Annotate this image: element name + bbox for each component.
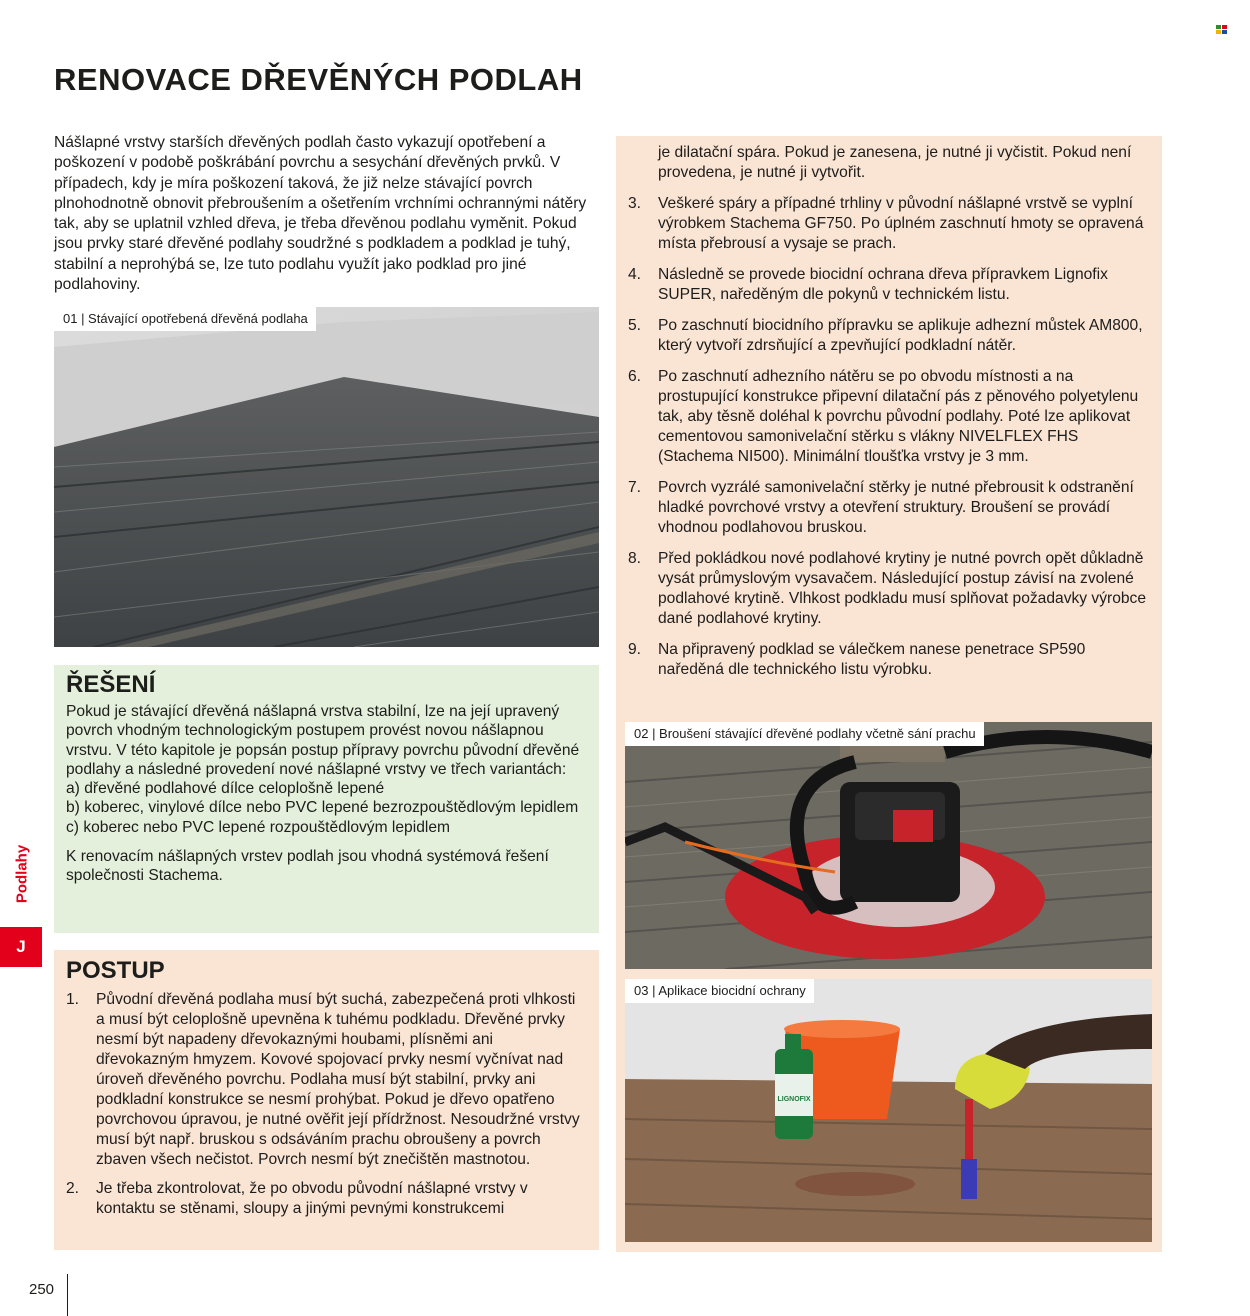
photo-caption-01: 01 | Stávající opotřebená dřevěná podlaha <box>54 307 316 331</box>
page-title: RENOVACE DŘEVĚNÝCH PODLAH <box>54 62 583 97</box>
procedure-step-continuation: je dilatační spára. Pokud je zanesena, je nutné ji vyčistit. Pokud není provedena, je nutné ji vytvořit. <box>658 144 1132 181</box>
solution-heading: ŘEŠENÍ <box>66 671 156 698</box>
worn-floor-image <box>54 307 599 647</box>
procedure-heading: POSTUP <box>66 957 165 984</box>
photo-caption-02: 02 | Broušení stávající dřevěné podlahy včetně sání prachu <box>625 722 984 746</box>
procedure-step: 9. Na připravený podklad se válečkem nanese penetrace SP590 naředěná dle technického listu výrobku. <box>628 641 1086 678</box>
procedure-step: 4. Následně se provede biocidní ochrana dřeva přípravkem Lignofix SUPER, naředěným dle pokynů v technickém listu. <box>628 266 1108 303</box>
solution-text: Pokud je stávající dřevěná nášlapná vrstva stabilní, lze na její upravený povrch vhodným technologickým postupem provést novou nášlapnou vrstvu. V této kapitole je popsán postup přípravy povrchu původní dřevěné podlahy a následné provedení nové nášlapné vrstvy ve třech variantách: <box>66 703 580 778</box>
photo-caption-03: 03 | Aplikace biocidní ochrany <box>625 979 814 1003</box>
intro-paragraph: Nášlapné vrstvy starších dřevěných podlah často vykazují opotřebení a poškození v podobě poškrábání povrchu a sesychání dřevěných prvků. V případech, kdy je míra poškození taková, že již nelze stávající povrch plnohodnotně obnovit přebroušením a ošetřením vrchními ochrannými nátěry tak, aby se uplatnil vzhled dřeva, je třeba dřevěnou podlahu vyměnit. Pokud jsou prvky staré dřevěné podlahy soudržné s podkladem a podklad je tuhý, stabilní a neprohýbá se, lze tuto podlahu využít jako podklad pro jiné podlahoviny. <box>54 134 587 294</box>
stachema-logo-icon <box>1216 25 1228 35</box>
photo-floor-sanding <box>625 722 1152 969</box>
procedure-step: 1. Původní dřevěná podlaha musí být suchá, zabezpečená proti vlhkosti a musí být celoplošně upevněna k tuhému podkladu. Dřevěné prvky nesmí být napadeny dřevokaznými houbami, plísněmi ani dřevokazným hmyzem. Kovové spojovací prvky nesmí vyčnívat nad úroveň dřevěného povrchu. Podlaha musí být stabilní, prvky ani podkladní konstrukce se nesmí prohýbat. Pokud je dřevo opatřeno povrchovou úpravou, je nutné ověřit její přídržnost. Nesoudržné vrstvy musí být např. bruskou s odsáváním prachu obroušeny a povrch zbaven všech nečistot. Povrch nesmí být znečištěn mastnotou. <box>66 991 580 1168</box>
procedure-step: 7. Povrch vyzrálé samonivelační stěrky je nutné přebrousit k odstranění hladké povrchové vrstvy a otevření struktury. Broušení se provádí vhodnou podlahovou bruskou. <box>628 479 1134 536</box>
procedure-step: 6. Po zaschnutí adhezního nátěru se po obvodu místnosti a na prostupující konstrukce připevní dilatační pás z pěnového polyetylenu tak, aby těsně doléhal k povrchu původní podlahy. Poté lze aplikovat cementovou samonivelační stěrku s vlákny NIVELFLEX FHS (Stachema NI500). Minimální tloušťka vrstvy je 3 mm. <box>628 368 1139 465</box>
variant-c: c) koberec nebo PVC lepené rozpouštědlovým lepidlem <box>66 818 450 836</box>
solution-box <box>54 665 599 933</box>
procedure-step: 8. Před pokládkou nové podlahové krytiny je nutné povrch opět důkladně vysát průmyslovým vysavačem. Následující postup závisí na zvolené podlahové krytině. Vlhkost podkladu musí splňovat požadavky výrobce dané podlahové krytiny. <box>628 550 1147 627</box>
procedure-step: 5. Po zaschnutí biocidního přípravku se aplikuje adhezní můstek AM800, který vytvoří zdrsňující a zpevňující podkladní nátěr. <box>628 317 1143 354</box>
page-number: 250 <box>29 1281 55 1298</box>
procedure-step: 2. Je třeba zkontrolovat, že po obvodu původní nášlapné vrstvy v kontaktu se stěnami, sloupy a jinými pevnými konstrukcemi <box>66 1180 528 1217</box>
photo-biocide-application <box>625 979 1152 1242</box>
solution-closing: K renovacím nášlapných vrstev podlah jsou vhodná systémová řešení společnosti Stachema. <box>66 848 549 885</box>
section-side-label: Podlahy <box>13 844 31 904</box>
procedure-list-left <box>66 990 587 1219</box>
section-letter-tab: J <box>0 927 42 967</box>
bottle-label: LIGNOFIX <box>777 1096 811 1103</box>
page-number-divider <box>67 1274 68 1316</box>
photo-worn-floor <box>54 307 599 647</box>
floor-sanding-image <box>625 722 1152 969</box>
variant-b: b) koberec, vinylové dílce nebo PVC lepené bezrozpouštědlovým lepidlem <box>66 799 579 817</box>
biocide-application-image <box>625 979 1152 1242</box>
procedure-list-right <box>628 143 1148 691</box>
variant-a: a) dřevěné podlahové dílce celoplošně lepené <box>66 780 385 798</box>
procedure-box <box>54 950 599 1250</box>
procedure-step: 3. Veškeré spáry a případné trhliny v původní nášlapné vrstvě se vyplní výrobkem Stachema GF750. Po úplném zaschnutí hmoty se opravená místa přebrousí a vysaje se prach. <box>628 195 1144 252</box>
